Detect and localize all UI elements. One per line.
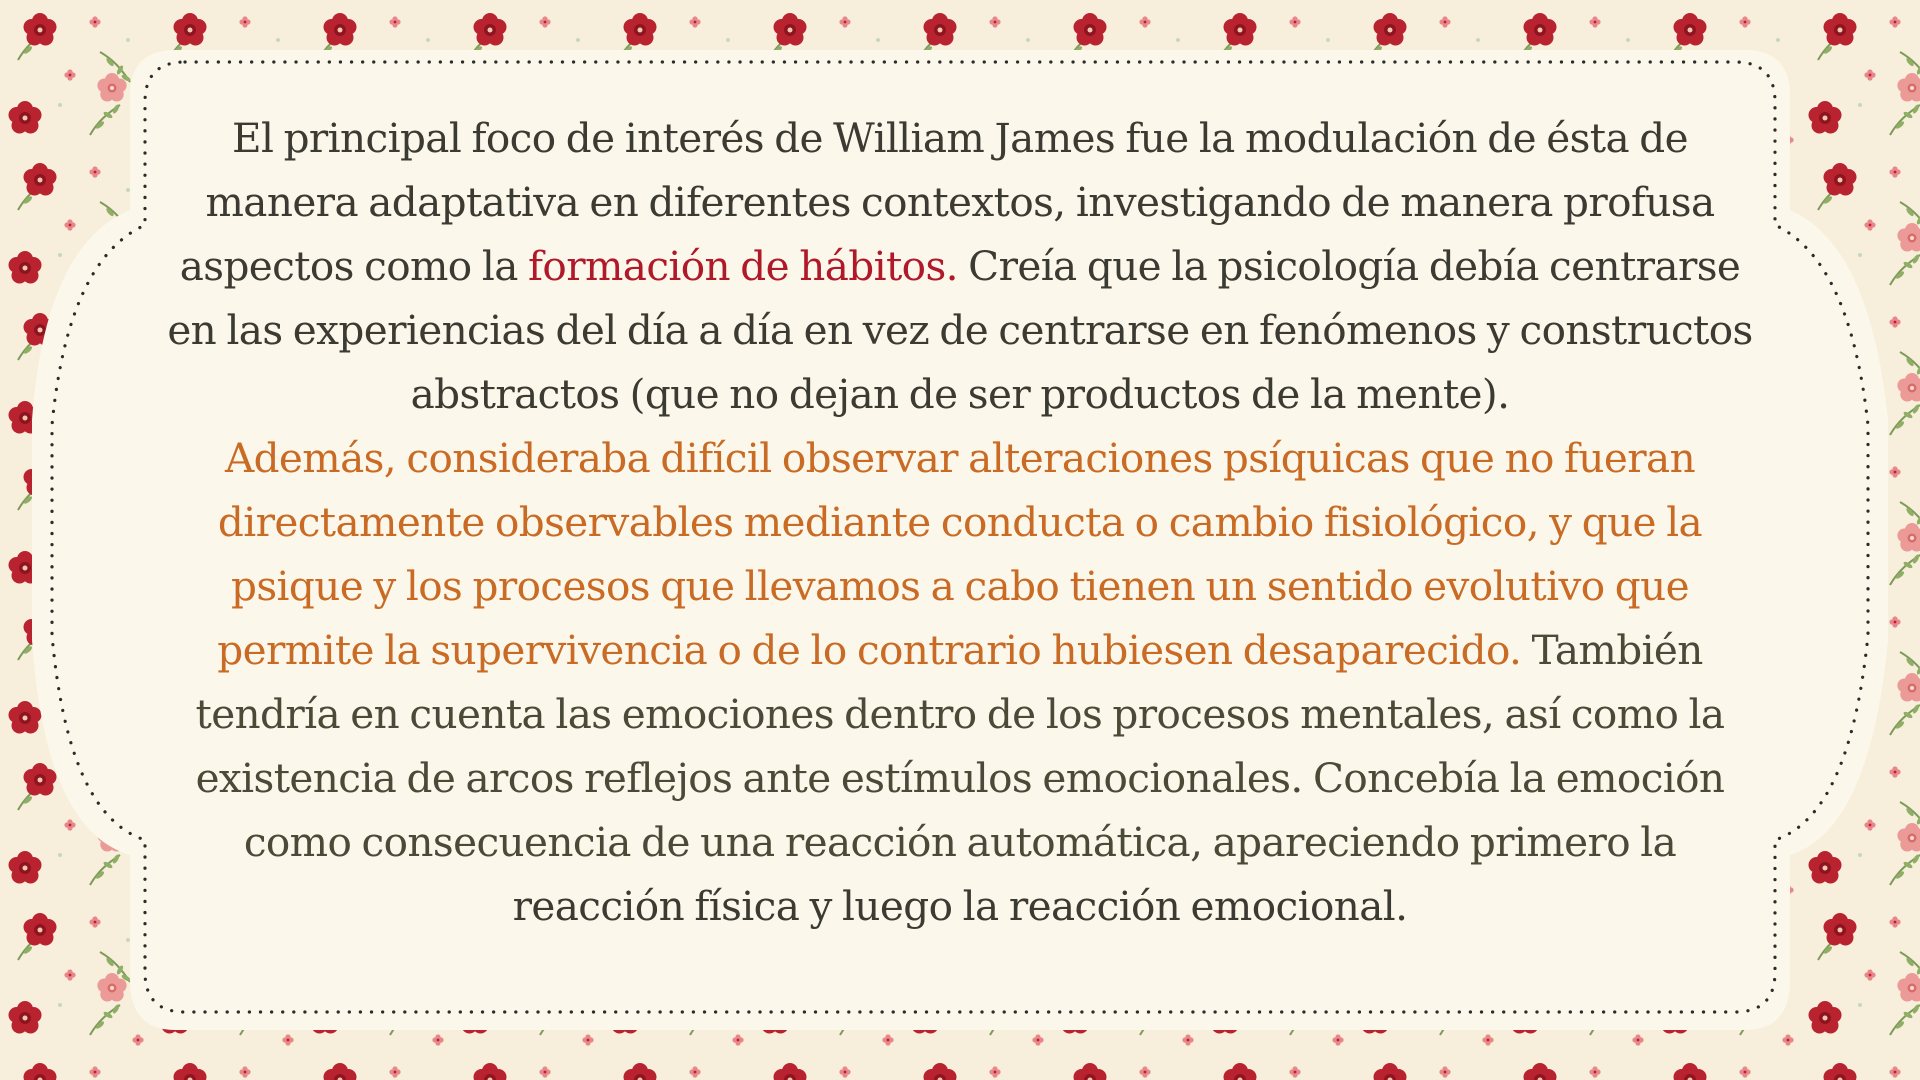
text-line-4: en las experiencias del día a día en vez de centrarse en fenómenos y constructos	[167, 306, 1753, 354]
highlight-line-7: directamente observables mediante conducta o cambio fisiológico, y que la	[217, 498, 1703, 546]
text-line-2: manera adaptativa en diferentes contextos, investigando de manera profusa	[205, 178, 1715, 226]
highlight-habit-formation: formación de hábitos.	[528, 242, 958, 290]
highlight-line-8: psique y los procesos que llevamos a cabo tienen un sentido evolutivo que	[231, 562, 1689, 610]
text-line-3-start: aspectos como la	[179, 242, 529, 290]
text-line-5: abstractos (que no dejan de ser productos de la mente).	[410, 370, 1510, 418]
text-line-3-end: Creía que la psicología debía centrarse	[957, 242, 1741, 290]
text-line-10: tendría en cuenta las emociones dentro de los procesos mentales, así como la	[195, 690, 1725, 738]
body-paragraph	[150, 106, 1770, 938]
text-line-12: como consecuencia de una reacción automática, apareciendo primero la	[243, 818, 1677, 866]
text-line-13: reacción física y luego la reacción emocional.	[512, 882, 1408, 930]
text-line-1: El principal foco de interés de William James fue la modulación de ésta de	[232, 114, 1688, 162]
text-line-9-end: También	[1521, 626, 1703, 674]
highlight-line-9: permite la supervivencia o de lo contrario hubiesen desaparecido.	[217, 626, 1522, 674]
highlight-line-6: Además, consideraba difícil observar alteraciones psíquicas que no fueran	[224, 434, 1696, 482]
text-line-9	[150, 618, 1770, 682]
text-line-11: existencia de arcos reflejos ante estímulos emocionales. Concebía la emoción	[195, 754, 1725, 802]
text-line-3	[150, 234, 1770, 298]
